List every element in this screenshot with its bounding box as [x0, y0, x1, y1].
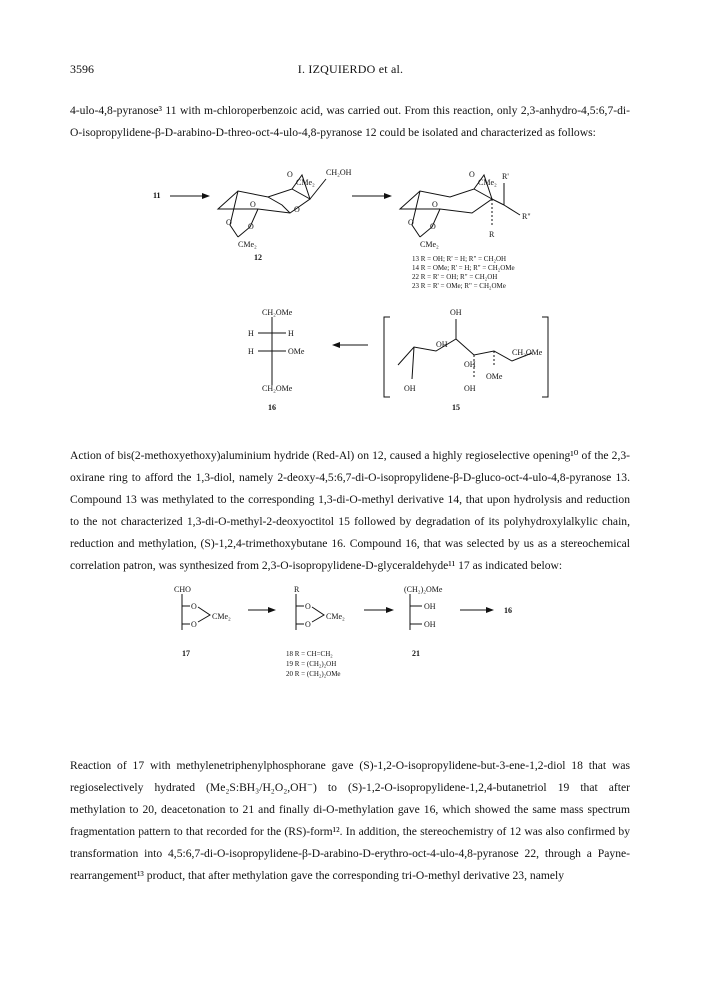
svg-text:H: H — [288, 329, 294, 338]
left-bracket — [384, 317, 390, 397]
svg-text:(CH₂)₂OMe: (CH₂)₂OMe — [404, 585, 443, 594]
svg-text:CMe₂: CMe₂ — [420, 240, 439, 249]
svg-text:O: O — [294, 205, 300, 214]
svg-text:CMe₂: CMe₂ — [238, 240, 257, 249]
svg-text:R: R — [489, 230, 495, 239]
svg-text:OMe: OMe — [486, 372, 503, 381]
pyranose-12-structure — [218, 168, 352, 249]
svg-text:R': R' — [502, 172, 509, 181]
right-bracket — [542, 317, 548, 397]
octitol-15-structure — [398, 308, 543, 393]
compound-list-item: 23 R = R' = OMe; R" = CH₂OMe — [412, 282, 506, 290]
scheme-epoxide — [140, 165, 570, 295]
svg-text:CMe₂: CMe₂ — [326, 612, 345, 621]
pyranose-product-structure — [400, 170, 531, 249]
running-head: I. IZQUIERDO et al. — [297, 62, 404, 76]
arrowhead-icon — [202, 193, 210, 199]
fischer-projection-16 — [248, 308, 305, 393]
svg-text:CMe₂: CMe₂ — [212, 612, 231, 621]
compound-15-label: 15 — [452, 403, 460, 412]
arrowhead-icon — [268, 607, 276, 613]
svg-text:CMe₂: CMe₂ — [296, 178, 315, 187]
compound-list-item: 19 R = (CH₂)₂OH — [286, 660, 337, 668]
svg-text:CH₂OMe: CH₂OMe — [262, 308, 293, 317]
svg-text:O: O — [305, 602, 311, 611]
svg-text:CH₂OH: CH₂OH — [326, 168, 352, 177]
svg-text:O: O — [226, 218, 232, 227]
svg-text:CH₂OMe: CH₂OMe — [262, 384, 293, 393]
svg-text:O: O — [432, 200, 438, 209]
svg-text:OH: OH — [424, 620, 436, 629]
compound-list-item: 18 R = CH=CH₂ — [286, 650, 333, 658]
scheme-degradation — [240, 305, 580, 415]
svg-text:OH: OH — [464, 360, 476, 369]
svg-text:H: H — [248, 329, 254, 338]
svg-text:O: O — [248, 222, 254, 231]
compound-list-item: 22 R = R' = OH; R" = CH₂OH — [412, 273, 498, 281]
compound-21-label: 21 — [412, 649, 420, 658]
svg-text:CHO: CHO — [174, 585, 191, 594]
svg-text:OH: OH — [450, 308, 462, 317]
svg-text:O: O — [287, 170, 293, 179]
svg-text:R": R" — [522, 212, 531, 221]
acetonide-18-20-structure — [294, 585, 345, 630]
action-text: Action of bis(2-methoxyethoxy)aluminium hydride (Red-Al) on 12, caused a highly regioselective opening¹⁰ of the 2,3-oxirane ring to afford the 1,3-diol, namely 2-deoxy-4,5:6,7-di-O-isopropylidene-β-D-gluco-oct-4-ulo-4,8-pyranose 13. Compound 13 was methylated to the corresponding 1,3-di-O-methyl derivative 14, that upon hydrolysis and reduction to the not characterized 1,3-di-O-methyl-2-deoxyoctitol 15 followed by degradation of its polyhydroxylalkylic chain, reduction and methylation, (S)-1,2,4-trimethoxybutane 16. Compound 16, that was selected by us as a stereochemical correlation patron, was synthesized from 2,3-O-isopropylidene-D-glyceraldehyde¹¹ 17 as indicated below: — [70, 449, 630, 572]
arrowhead-icon — [384, 193, 392, 199]
compound-11-label: 11 — [153, 191, 161, 200]
page-number: 3596 — [70, 62, 94, 76]
reaction-paragraph — [70, 755, 630, 887]
glyceraldehyde-17-structure — [174, 585, 231, 630]
compound-16-label: 16 — [268, 403, 276, 412]
compound-16-label: 16 — [504, 606, 512, 615]
svg-text:O: O — [430, 222, 436, 231]
scheme-synthesis — [160, 580, 560, 690]
intro-paragraph — [70, 100, 630, 144]
svg-text:OH: OH — [404, 384, 416, 393]
compound-17-label: 17 — [182, 649, 190, 658]
svg-text:O: O — [191, 620, 197, 629]
arrowhead-icon — [486, 607, 494, 613]
diol-21-structure — [404, 585, 443, 630]
compound-12-label: 12 — [254, 253, 262, 262]
compound-list-item: 14 R = OMe; R' = H; R" = CH₂OMe — [412, 264, 515, 272]
svg-text:O: O — [469, 170, 475, 179]
svg-text:OH: OH — [436, 340, 448, 349]
svg-text:O: O — [250, 200, 256, 209]
svg-text:O: O — [408, 218, 414, 227]
svg-text:CH₂OMe: CH₂OMe — [512, 348, 543, 357]
svg-text:O: O — [191, 602, 197, 611]
svg-text:R: R — [294, 585, 300, 594]
action-paragraph — [70, 445, 630, 577]
svg-text:OH: OH — [424, 602, 436, 611]
svg-text:O: O — [305, 620, 311, 629]
intro-text: 4-ulo-4,8-pyranose³ 11 with m-chloroperbenzoic acid, was carried out. From this reaction, only 2,3-anhydro-4,5:6,7-di-O-isopropylidene-β-D-arabino-D-threo-oct-4-ulo-4,8-pyranose 12 could be isolated and characterized as follows: — [70, 104, 630, 139]
svg-text:CMe₂: CMe₂ — [478, 178, 497, 187]
compound-list-item: 20 R = (CH₂)₂OMe — [286, 670, 341, 678]
svg-text:OMe: OMe — [288, 347, 305, 356]
arrowhead-icon — [386, 607, 394, 613]
svg-text:OH: OH — [464, 384, 476, 393]
arrowhead-icon — [332, 342, 340, 348]
reaction-text: Reaction of 17 with methylenetriphenylphosphorane gave (S)-1,2-O-isopropylidene-but-3-ene-1,2-diol 18 that was regioselectively hydrated (Me₂S:BH₃/H₂O₂,OH⁻) to (S)-1,2-O-isopropylidene-1,2,4-butanetriol 19 that after methylation to 20, deacetonation to 21 and finally di-O-methylation gave 16, which showed the same mass spectrum fragmentation pattern to that recorded for the (RS)-form¹². In addition, the stereochemistry of 12 was also confirmed by transformation into 4,5:6,7-di-O-isopropylidene-β-D-arabino-D-erythro-oct-4-ulo-4,8-pyranose 22, through a Payne-rearrangement¹³ product, that after methylation gave the corresponding tri-O-methyl derivative 23, namely — [70, 759, 630, 882]
svg-text:H: H — [248, 347, 254, 356]
compound-list-item: 13 R = OH; R' = H; R" = CH₂OH — [412, 255, 507, 263]
